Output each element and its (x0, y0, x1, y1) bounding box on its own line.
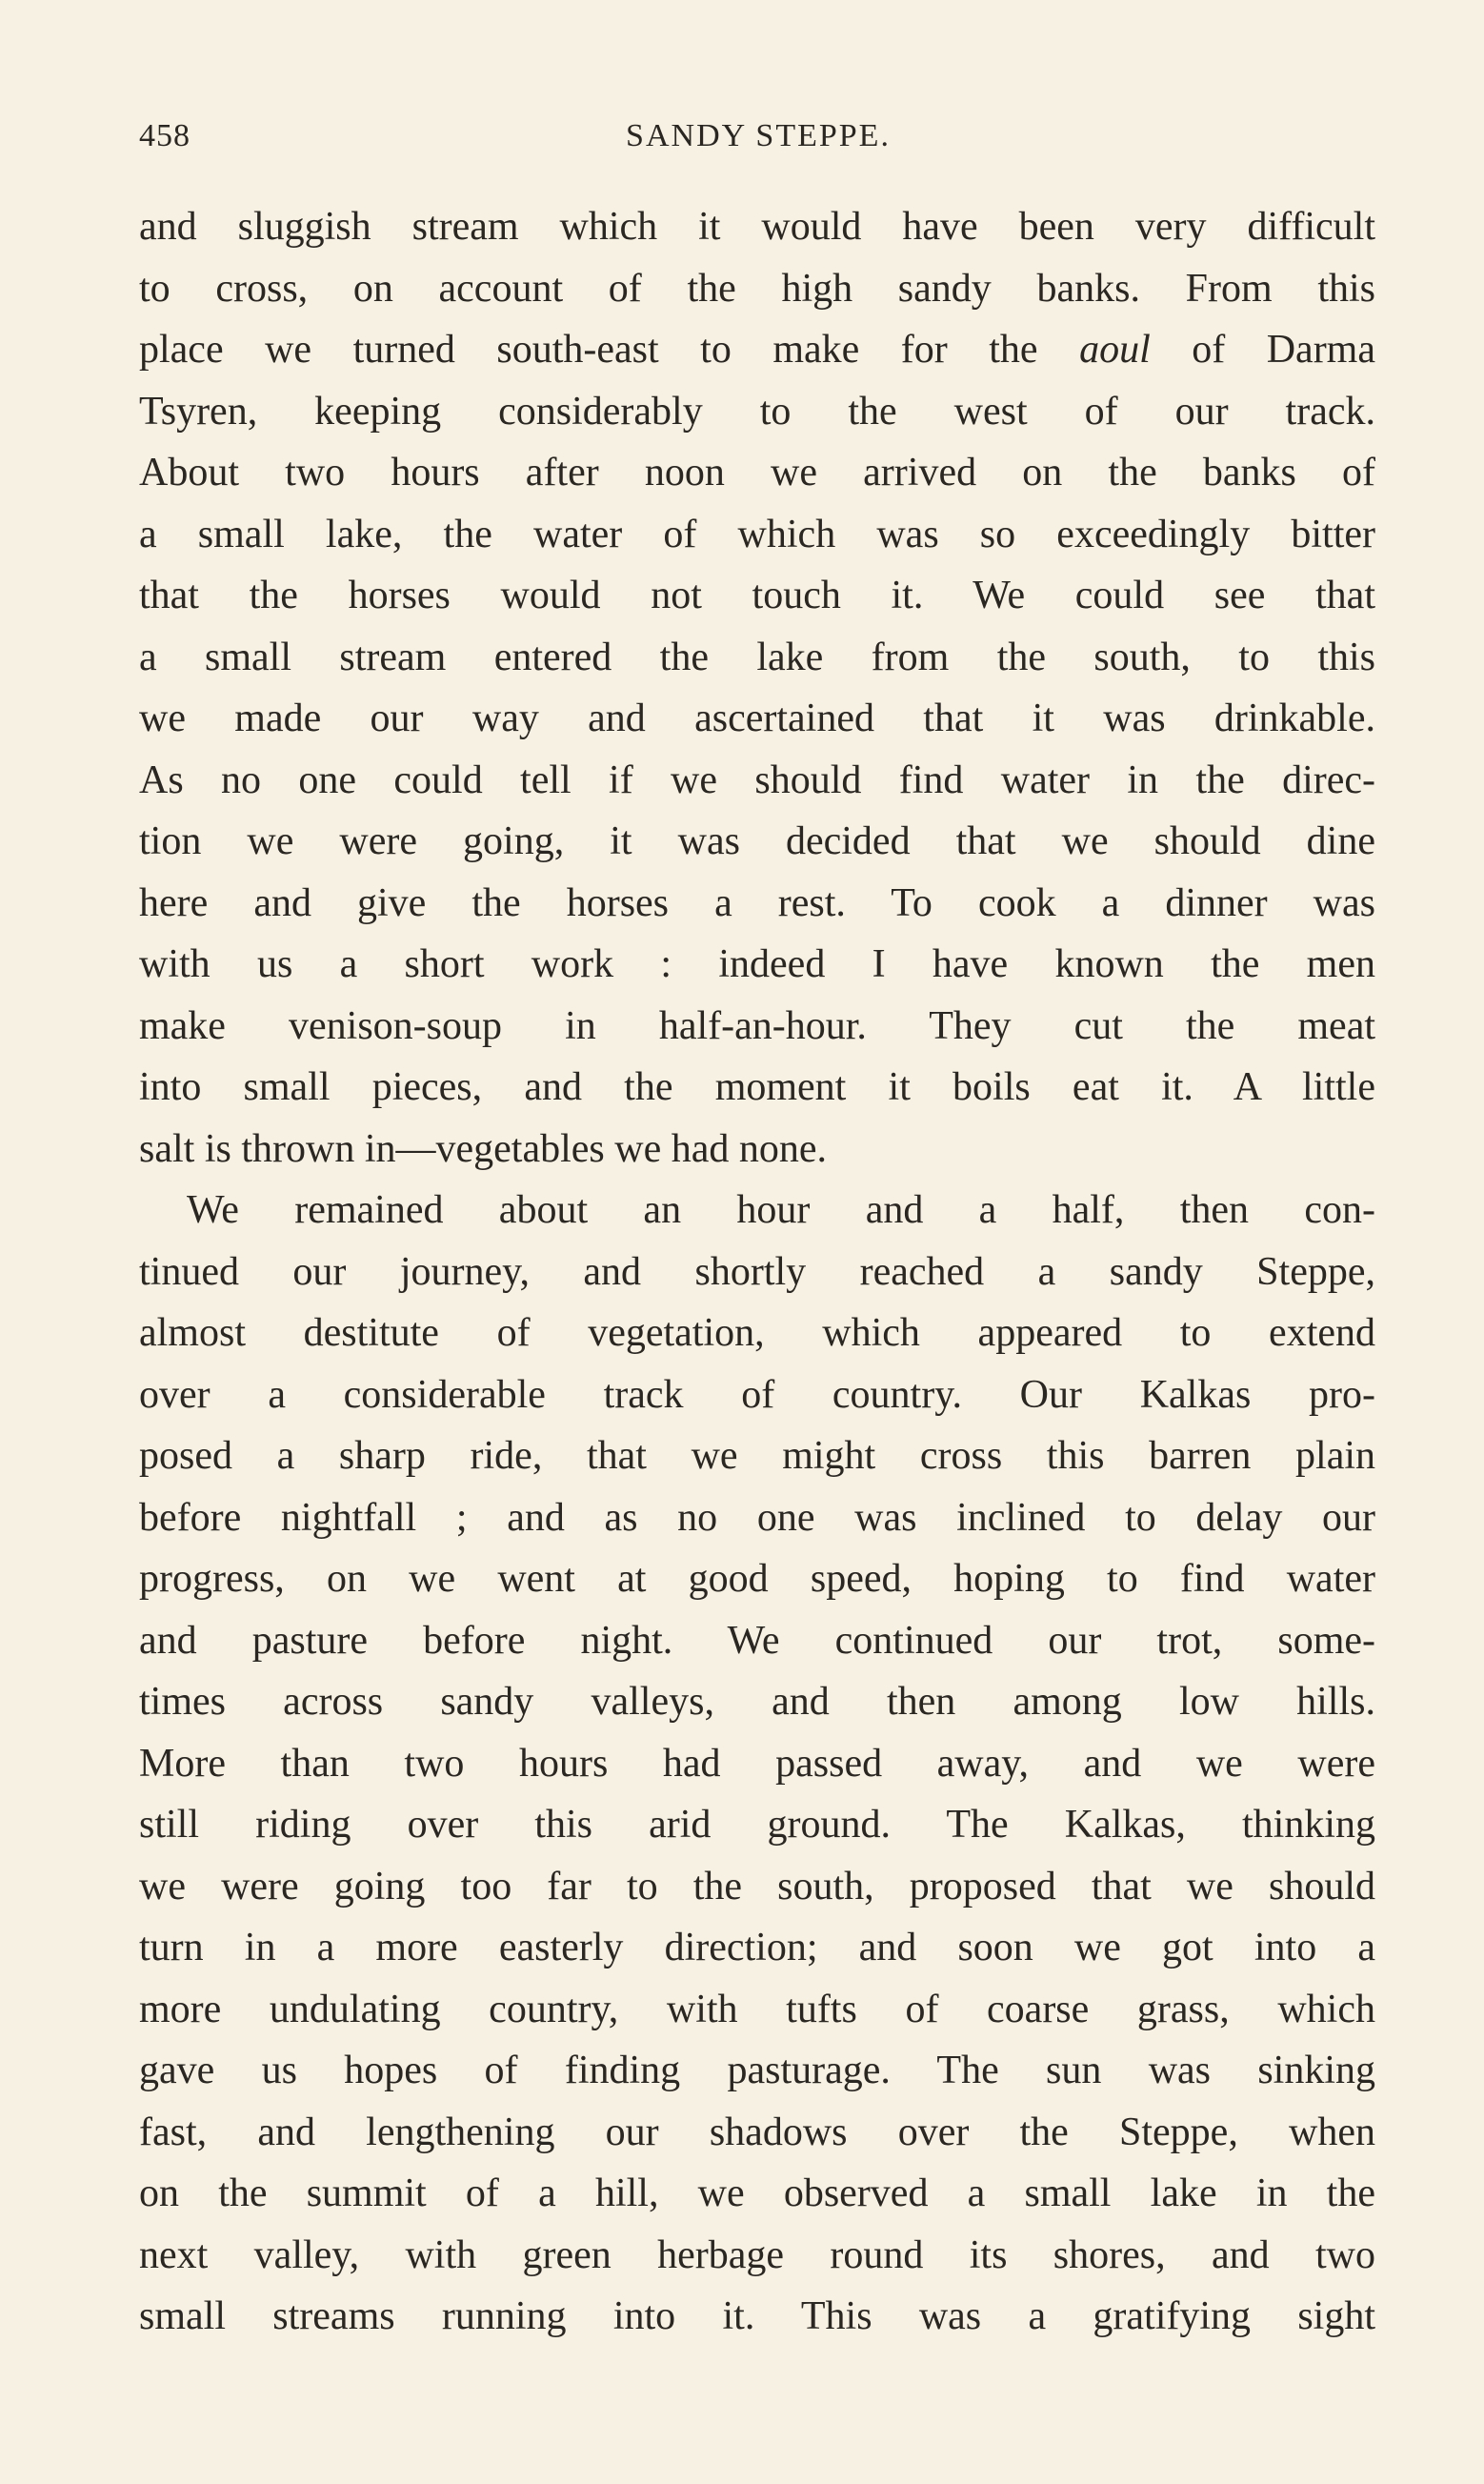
text-line: we were going too far to the south, proposed that we should (139, 1864, 1375, 1908)
text-line: As no one could tell if we should find water in the direc- (139, 757, 1375, 802)
text-line: to cross, on account of the high sandy banks. From this (139, 266, 1375, 311)
page-number: 458 (139, 118, 191, 153)
text-line: tion we were going, it was decided that we should dine (139, 819, 1375, 863)
text-line: almost destitute of vegetation, which appeared to extend (139, 1311, 1375, 1355)
text-line: more undulating country, with tufts of coarse grass, which (139, 1987, 1375, 2031)
text-line: times across sandy valleys, and then among low hills. (139, 1680, 1375, 1724)
text-line: small streams running into it. This was a gratifying sight (139, 2294, 1375, 2338)
text-line: here and give the horses a rest. To cook a dinner was (139, 880, 1375, 925)
text-line: Tsyren, keeping considerably to the west of our track. (139, 389, 1375, 434)
running-head: SANDY STEPPE. (626, 118, 891, 153)
text-line: a small stream entered the lake from the south, to this (139, 635, 1375, 679)
text-line: About two hours after noon we arrived on the banks of (139, 451, 1375, 495)
text-line: that the horses would not touch it. We could see that (139, 574, 1375, 617)
text-line: over a considerable track of country. Our Kalkas pro- (139, 1372, 1375, 1417)
text-line: turn in a more easterly direction; and soon we got into a (139, 1926, 1375, 1969)
text-line: make venison-soup in half-an-hour. They cut the meat (139, 1003, 1375, 1048)
text-line: and sluggish stream which it would have been very difficult (139, 205, 1375, 249)
text-line: still riding over this arid ground. The Kalkas, thinking (139, 1803, 1375, 1847)
text-span: place we turned south-east to make for the (139, 328, 1080, 372)
text-line: progress, on we went at good speed, hoping to find water (139, 1557, 1375, 1601)
paragraph-end-line: salt is thrown in—vegetables we had none. (139, 1126, 827, 1171)
text-line: with us a short work : indeed I have known the men (139, 942, 1375, 986)
text-line: fast, and lengthening our shadows over the Steppe, when (139, 2110, 1375, 2154)
text-line: tinued our journey, and shortly reached a sandy Steppe, (139, 1249, 1375, 1294)
body-text (139, 196, 1375, 2348)
text-span: of Darma (1150, 328, 1375, 372)
text-line: gave us hopes of finding pasturage. The sun was sinking (139, 2049, 1375, 2092)
text-line: More than two hours had passed away, and we were (139, 1741, 1375, 1786)
page-header (139, 118, 1377, 166)
text-line: and pasture before night. We continued our trot, some- (139, 1618, 1375, 1663)
text-line (139, 319, 1375, 381)
emphasis-word: aoul (1079, 328, 1151, 372)
paragraph-start-line: We remained about an hour and a half, then con- (187, 1188, 1375, 1232)
text-line: we made our way and ascertained that it was drinkable. (139, 697, 1375, 740)
text-line: next valley, with green herbage round its shores, and two (139, 2232, 1375, 2277)
text-line: posed a sharp ride, that we might cross this barren plain (139, 1434, 1375, 1478)
text-line: a small lake, the water of which was so exceedingly bitter (139, 512, 1375, 556)
text-line: into small pieces, and the moment it boils eat it. A little (139, 1065, 1375, 1109)
text-line: on the summit of a hill, we observed a small lake in the (139, 2171, 1375, 2215)
text-line: before nightfall ; and as no one was inclined to delay our (139, 1495, 1375, 1540)
